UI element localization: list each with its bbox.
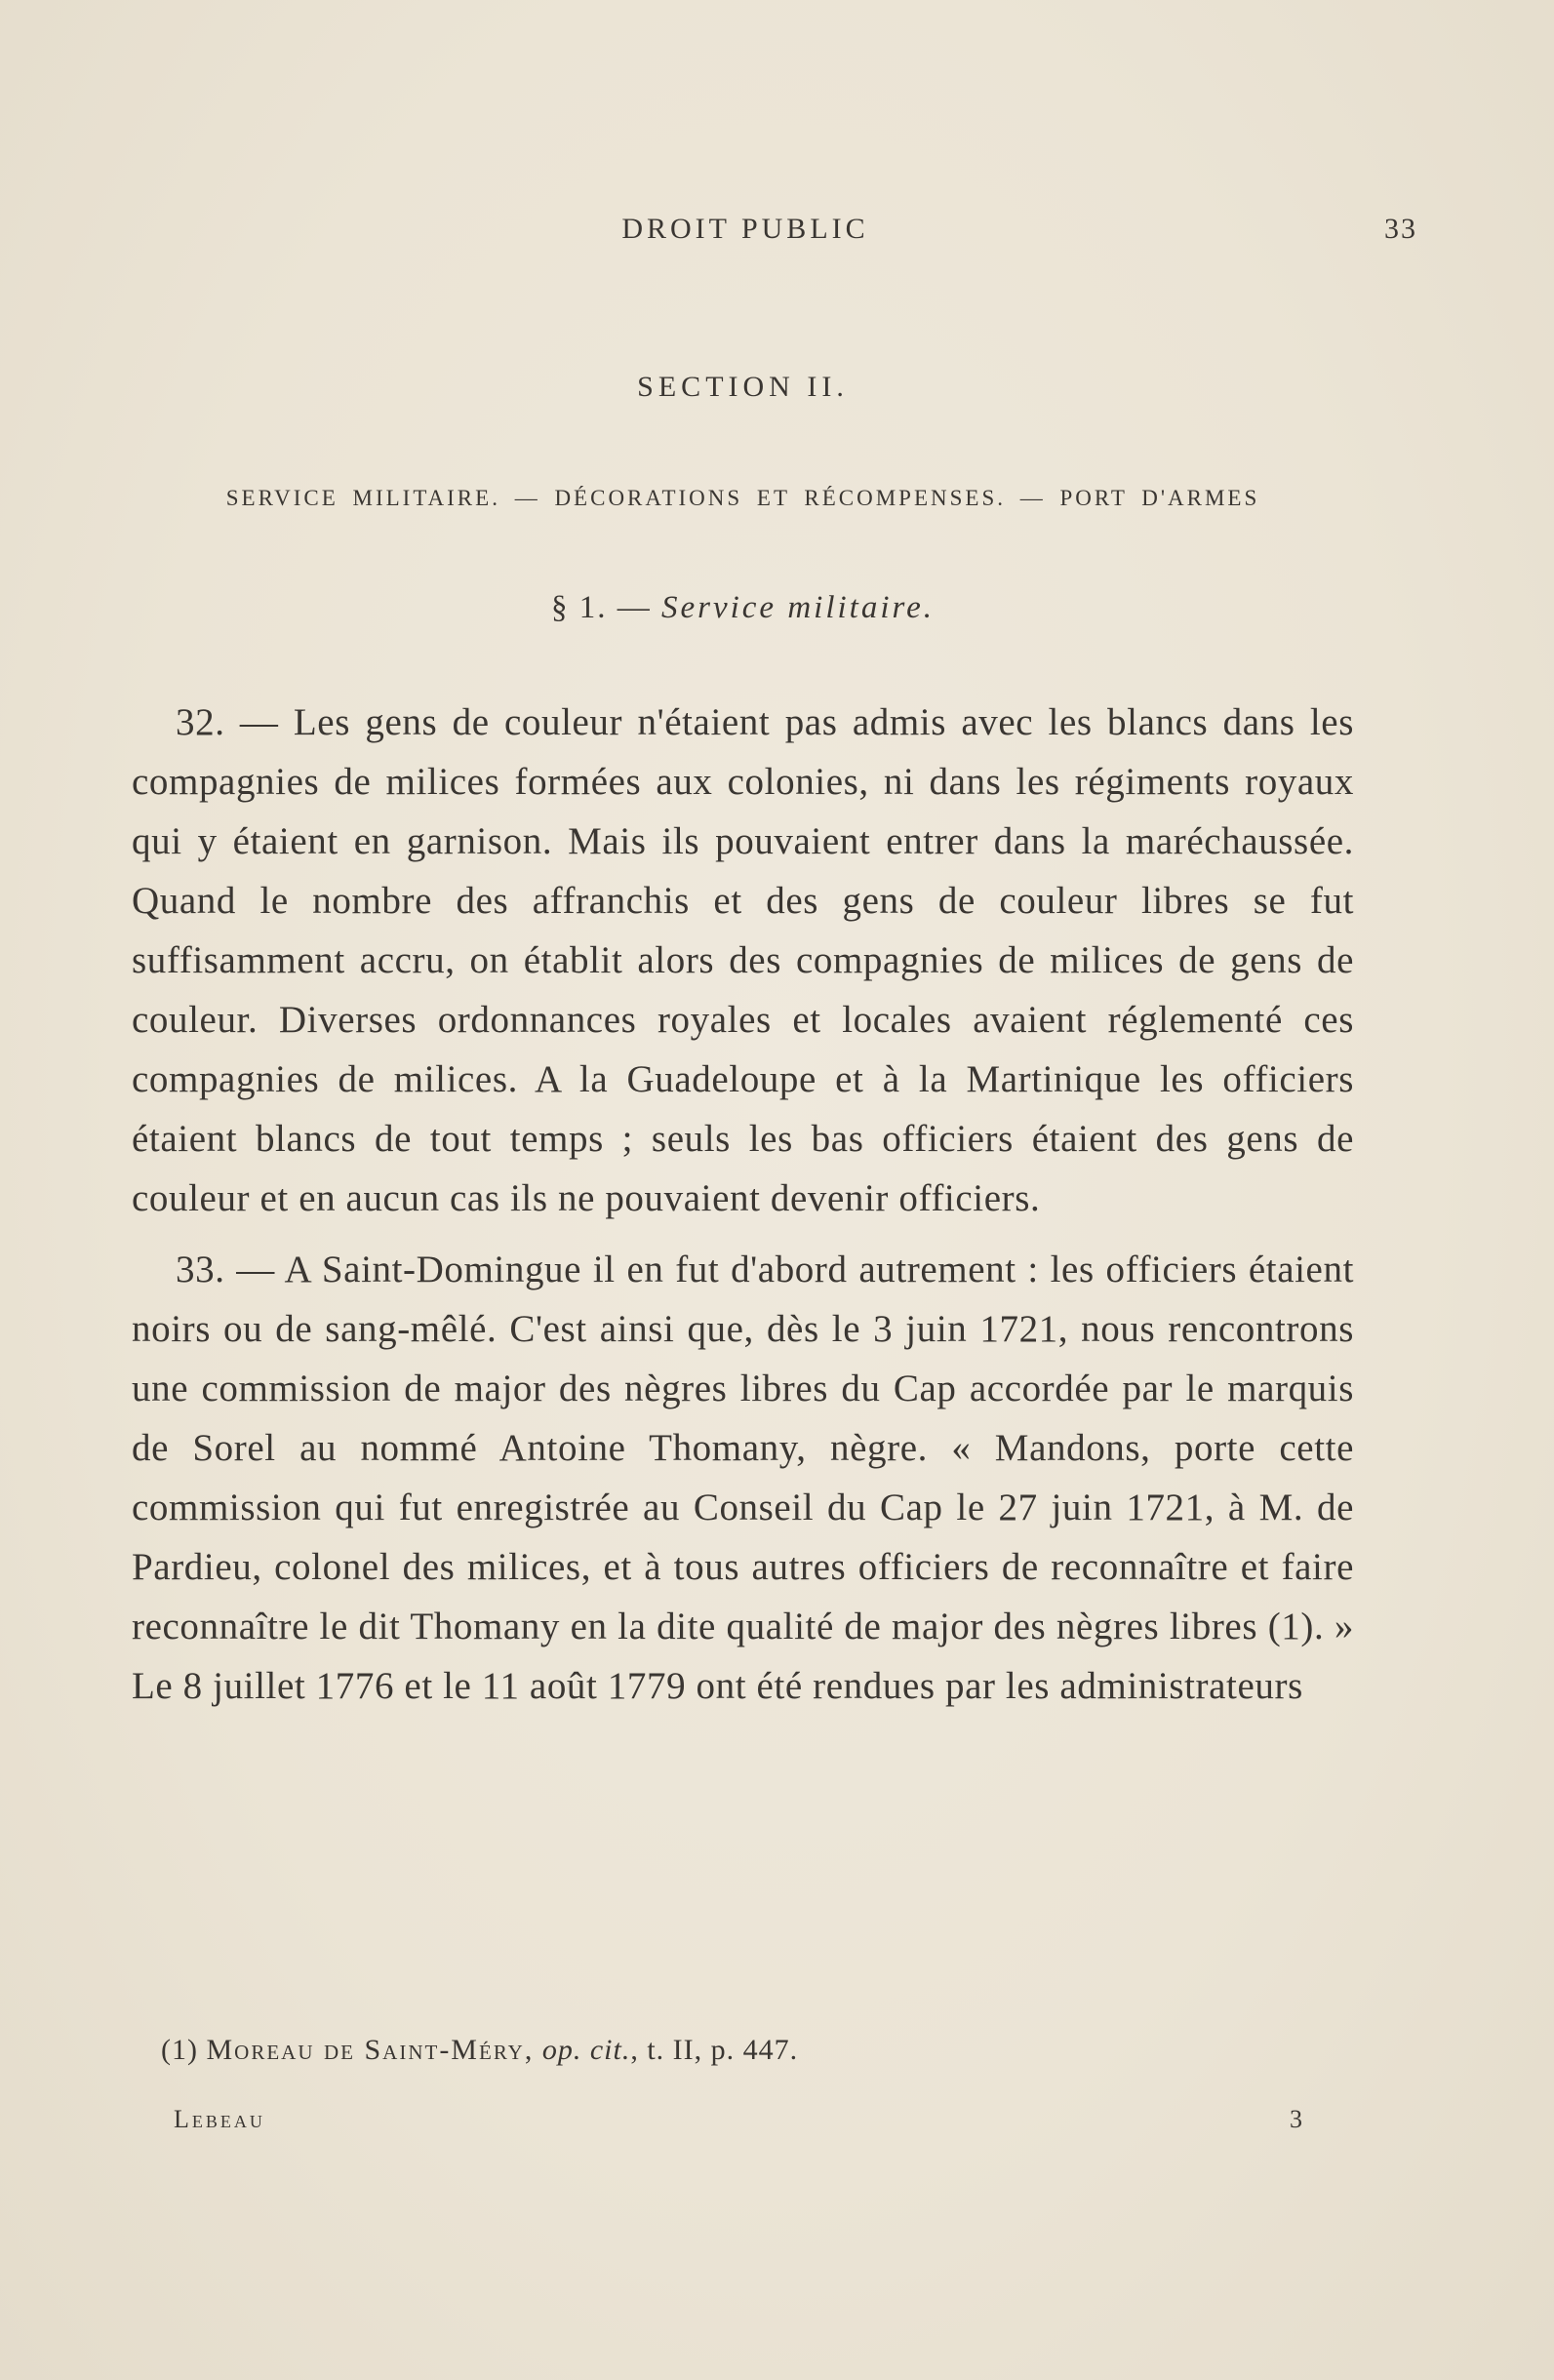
subsection-prefix: § 1. — — [550, 590, 652, 625]
subsection-title — [132, 590, 1354, 626]
running-head — [132, 213, 1417, 252]
signature-name: Lebeau — [174, 2105, 265, 2133]
paragraph-33: 33. — A Saint-Domingue il en fut d'abord autrement : les officiers étaient noirs ou de sang-mêlé. C'est ainsi que, dès le 3 juin 1721, nous rencontrons une commission de major des nègres libres du Cap accordée par le marquis de Sorel au nommé Antoine Thomany, nègre. « Mandons, porte cette commission qui fut enregistrée au Conseil du Cap le 27 juin 1721, à M. de Pardieu, colonel des milices, et à tous autres officiers de reconnaître et faire reconnaître le dit Thomany en la dite qualité de major des nègres libres (1). » Le 8 juillet 1776 et le 11 août 1779 ont été rendues par les administrateurs — [132, 1249, 1354, 1707]
footnote-rest: , t. II, p. 447. — [630, 2034, 799, 2066]
signature-mark: 3 — [1290, 2105, 1302, 2133]
section-subtitle: SERVICE MILITAIRE. — DÉCORATIONS ET RÉCOMPENSES. — PORT D'ARMES — [225, 486, 1260, 510]
footnote-marker: (1) — [161, 2034, 198, 2066]
section-title: SECTION II. — [637, 371, 849, 403]
footnote-author: Moreau de Saint-Méry, — [206, 2034, 535, 2066]
footnote — [161, 2034, 798, 2067]
footnote-work: op. cit. — [541, 2034, 631, 2066]
page-number: 33 — [1384, 213, 1417, 245]
subsection-title-text: Service militaire. — [660, 590, 936, 625]
running-title: DROIT PUBLIC — [621, 213, 869, 245]
body-text — [132, 693, 1354, 1716]
paragraph-32: 32. — Les gens de couleur n'étaient pas admis avec les blancs dans les compagnies de milices formées aux colonies, ni dans les régiments royaux qui y étaient en garnison. Mais ils pouvaient entrer dans la maréchaussée. Quand le nombre des affranchis et des gens de couleur libres se fut suffisamment accru, on établit alors des compagnies de milices de gens de couleur. Diverses ordonnances royales et locales avaient réglementé ces compagnies de milices. A la Guadeloupe et à la Martinique les officiers étaient blancs de tout temps ; seuls les bas officiers étaient des gens de couleur et en aucun cas ils ne pouvaient devenir officiers. — [132, 701, 1354, 1219]
